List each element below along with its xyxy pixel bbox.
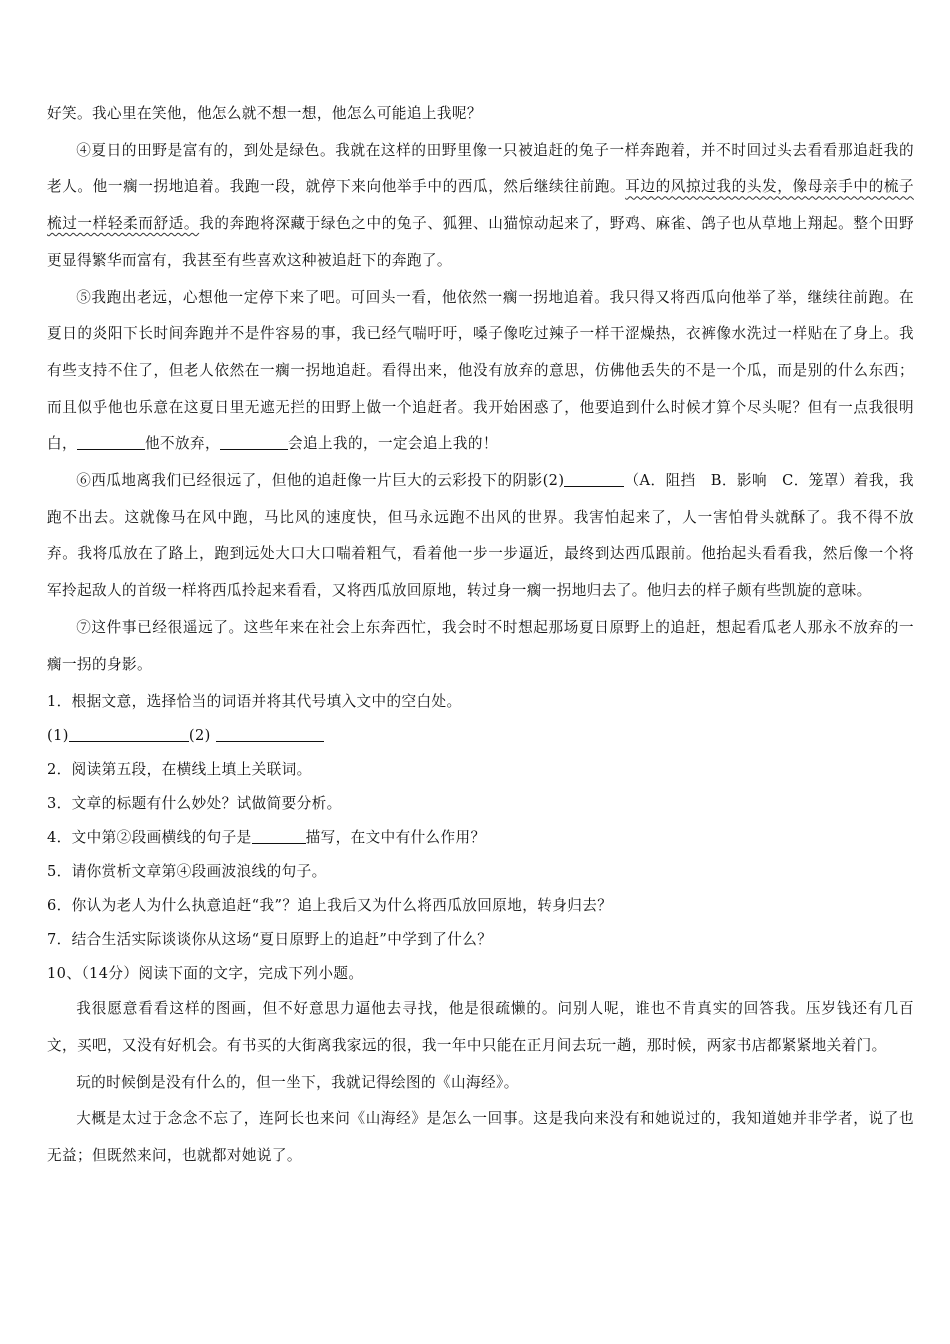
answer-blank-1[interactable] xyxy=(69,725,189,742)
paragraph-7: ⑦这件事已经很遥远了。这些年来在社会上东奔西忙，我会时不时想起那场夏日原野上的追赶，想起看瓜老人那永不放弃的一瘸一拐的身影。 xyxy=(47,618,914,673)
section-10-paragraph-1: 我很愿意看看这样的图画，但不好意思力逼他去寻找，他是很疏懒的。问别人呢，谁也不肯真实的回答我。压岁钱还有几百文，买吧，又没有好机会。有书买的大街离我家远的很，我一年中只能在正月间去玩一趟，那时候，两家书店都紧紧地关着门。 xyxy=(47,1000,914,1054)
question-3: 3．文章的标题有什么妙处？试做简要分析。 xyxy=(47,795,342,813)
section-10-heading: 10、（14分）阅读下面的文字，完成下列小题。 xyxy=(47,965,364,983)
question-7: 7．结合生活实际谈谈你从这场“夏日原野上的追赶”中学到了什么？ xyxy=(47,931,493,949)
fill-blank-1[interactable] xyxy=(77,433,145,450)
paragraph-5: ⑤我跑出老远，心想他一定停下来了吧。可回头一看，他依然一瘸一拐地追着。我只得又将西瓜向他举了举，继续往前跑。在夏日的炎阳下长时间奔跑并不是件容易的事，我已经气喘吁吁，嗓子像吃过辣子一样干涩燥热，衣裤像水洗过一样贴在了身上。我有些支持不住了，但老人依然在一瘸一拐地追赶。看得出来，他没有放弃的意思，仿佛他丢失的不是一个瓜，而是别的什么东西；而且似乎他也乐意在这夏日里无遮无拦的田野上做一个追赶者。我开始困惑了，他要追到什么时候才算个尽头呢？但有一点我很明白， 他不放弃， 会追上我的，一定会追上我的！ xyxy=(47,288,914,453)
fill-blank-2[interactable] xyxy=(220,433,288,450)
paragraph-4 xyxy=(47,133,914,280)
paragraph-continuation: 好笑。我心里在笑他，他怎么就不想一想，他怎么可能追上我呢？ xyxy=(47,105,482,122)
question-6: 6．你认为老人为什么执意追赶“我”？追上我后又为什么将西瓜放回原地，转身归去？ xyxy=(47,897,613,915)
fill-blank-choice-2[interactable] xyxy=(564,470,624,487)
paragraph-4-text-a: ④夏日的田野是富有的，到处是绿色。我就在这样的田野里像一只被追赶的兔子一样奔跑着，并不时回过头去看看那追赶我的老人。他一瘸一拐地追着。我跑一段，就停下来向他举手中的西瓜，然后继续往前跑。 xyxy=(47,141,914,196)
wavy-underlined-sentence: 耳边的风掠过我的头发，像母亲手中的梳子梳过一样轻柔而舒适。 xyxy=(47,178,914,233)
paragraph-6: ⑥西瓜地离我们已经很远了，但他的追赶像一片巨大的云彩投下的阴影(2) （A．阻挡 B．影响 C．笼罩）着我，我跑不出去。这就像马在风中跑，马比风的速度快，但马永远跑不出风的世界。我害怕起来了，人一害怕骨头就酥了。我不得不放弃。我将瓜放在了路上，跑到远处大口大口喘着粗气，看着他一步一步逼近，最终到达西瓜跟前。他抬起头看看我，然后像一个将军拎起敌人的首级一样将西瓜拎起来看看，又将西瓜放回原地，转过身一瘸一拐地归去了。他归去的样子颇有些凯旋的意味。 xyxy=(47,463,914,610)
question-1: 1．根据文意，选择恰当的词语并将其代号填入文中的空白处。 xyxy=(47,693,462,711)
section-10-paragraph-3: 大概是太过于念念不忘了，连阿长也来问《山海经》是怎么一回事。这是我向来没有和她说过的，我知道她并非学者，说了也无益；但既然来问，也就都对她说了。 xyxy=(47,1110,914,1165)
paragraph-4-text-b: 我的奔跑将深藏于绿色之中的兔子、狐狸、山猫惊动起来了，野鸡、麻雀、鸽子也从草地上翔起。整个田野更显得繁华而富有，我甚至有些喜欢这种被追赶下的奔跑了。 xyxy=(47,215,914,269)
question-2: 2．阅读第五段，在横线上填上关联词。 xyxy=(47,761,312,779)
answer-blank-2[interactable] xyxy=(216,725,324,742)
question-4: 4．文中第②段画横线的句子是 描写，在文中有什么作用？ xyxy=(47,821,914,855)
section-10-paragraph-2: 玩的时候倒是没有什么的，但一坐下，我就记得绘图的《山海经》。 xyxy=(76,1073,519,1091)
question-1-answer-line: (1) (2) xyxy=(47,719,914,753)
answer-blank-4[interactable] xyxy=(252,827,306,844)
question-5: 5．请你赏析文章第④段画波浪线的句子。 xyxy=(47,863,327,881)
